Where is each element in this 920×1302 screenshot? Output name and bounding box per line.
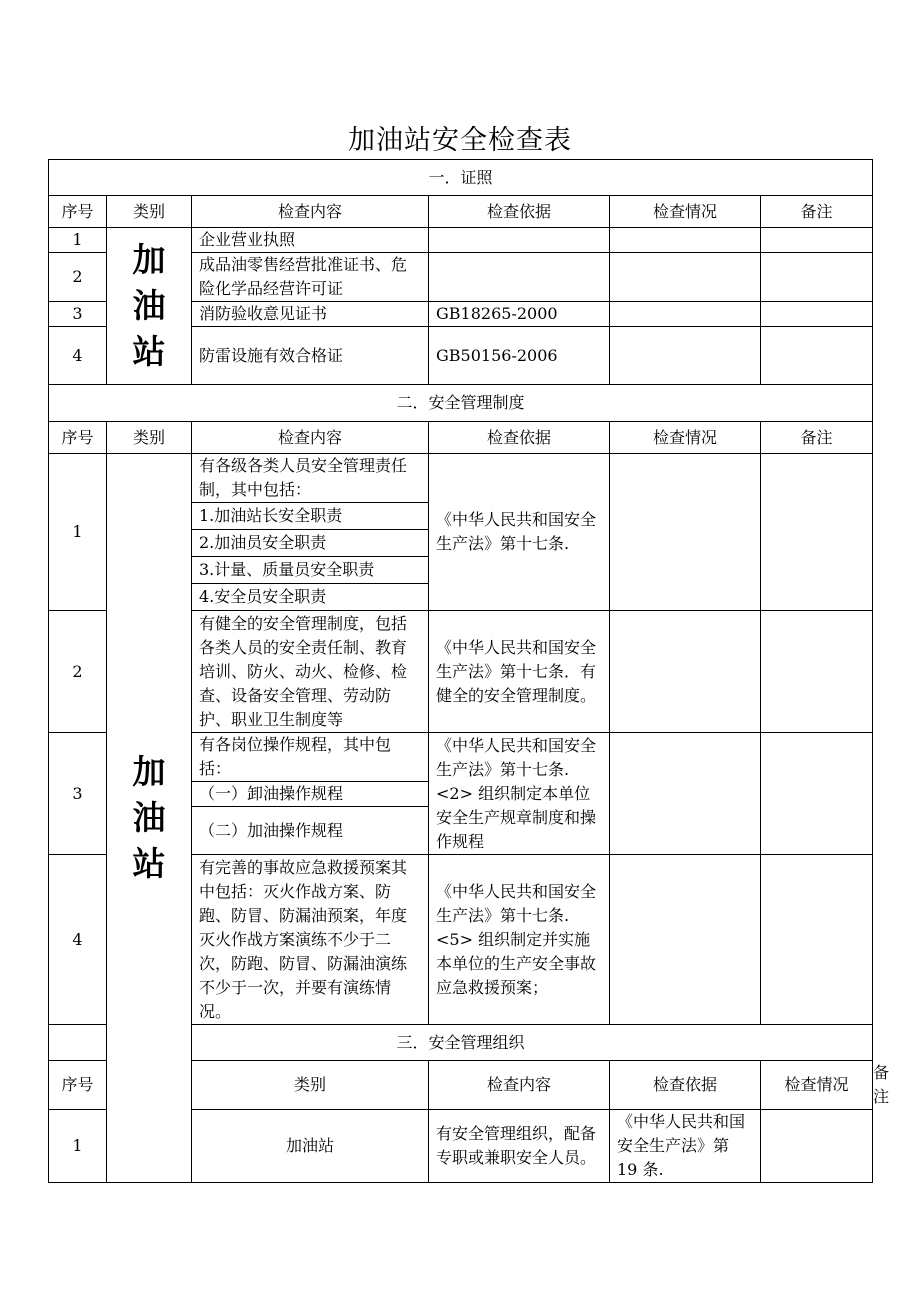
category-char: 加 (132, 752, 166, 791)
check-status (610, 253, 761, 302)
check-basis: 《中华人民共和国安全生产法》第十七条.<5> 组织制定并实施本单位的生产安全事故应急救援预案； (429, 855, 610, 1025)
inspection-table (48, 159, 890, 1183)
check-content: 2.加油员安全职责 (192, 530, 429, 557)
row-number: 1 (49, 228, 107, 253)
column-header-row: 序号 类别 检查内容 检查依据 检查情况 备注 (49, 1061, 873, 1110)
remarks (761, 327, 873, 385)
check-content: 成品油零售经营批准证书、危险化学品经营许可证 (192, 253, 429, 302)
category-cell: 加油站 (192, 1110, 429, 1183)
check-basis (429, 253, 610, 302)
column-header: 检查情况 (610, 196, 761, 228)
column-header-row (49, 422, 873, 454)
remarks (761, 228, 873, 253)
column-header-row (49, 196, 873, 228)
check-basis (429, 228, 610, 253)
page-title: 加油站安全检查表 (348, 125, 572, 156)
column-header: 序号 (49, 1061, 107, 1110)
row-number: 3 (49, 733, 107, 855)
section-header-row (49, 160, 873, 196)
remarks (761, 253, 873, 302)
check-content: 企业营业执照 (192, 228, 429, 253)
column-header: 序号 (49, 196, 107, 228)
check-status (610, 228, 761, 253)
check-content: 防雷设施有效合格证 (192, 327, 429, 385)
column-header: 检查内容 (192, 422, 429, 454)
column-header: 检查依据 (429, 422, 610, 454)
section-title: 二．安全管理制度 (49, 385, 873, 422)
section-header-row (49, 1025, 873, 1061)
table-row (49, 228, 873, 253)
check-status (610, 302, 761, 327)
remarks (761, 454, 873, 611)
column-header: 检查内容 (429, 1061, 610, 1110)
check-status (610, 855, 761, 1025)
row-number: 1 (49, 454, 107, 611)
section-header-row (49, 385, 873, 422)
table-row (49, 454, 873, 503)
column-header: 检查依据 (610, 1061, 761, 1110)
check-basis: GB18265-2000 (429, 302, 610, 327)
section-title: 三．安全管理组织 (49, 1025, 873, 1061)
check-content: 4.安全员安全职责 (192, 584, 429, 611)
column-header: 检查情况 (610, 422, 761, 454)
remarks (761, 855, 873, 1025)
check-basis: GB50156-2006 (429, 327, 610, 385)
check-content: 有安全管理组织，配备专职或兼职安全人员。 (429, 1110, 610, 1183)
column-header: 备注 (761, 422, 873, 454)
check-content: 有各岗位操作规程，其中包括： (192, 733, 429, 782)
check-content: 3.计量、质量员安全职责 (192, 557, 429, 584)
check-content: 消防验收意见证书 (192, 302, 429, 327)
check-content: 有完善的事故应急救援预案其中包括：灭火作战方案、防跑、防冒、防漏油预案，年度灭火作战方案演练不少于二次，防跑、防冒、防漏油演练不少于一次，并要有演练情况。 (192, 855, 429, 1025)
check-status (761, 1110, 873, 1183)
category-char: 加 (132, 240, 166, 279)
column-header: 类别 (192, 1061, 429, 1110)
category-char: 油 (132, 798, 166, 837)
category-cell (107, 228, 192, 385)
check-basis: 《中华人民共和国安全生产法》第十七条.<2> 组织制定本单位安全生产规章制度和操作规程 (429, 733, 610, 855)
column-header: 类别 (107, 422, 192, 454)
check-content: 1.加油站长安全职责 (192, 503, 429, 530)
column-header: 检查内容 (192, 196, 429, 228)
check-status (610, 327, 761, 385)
column-header: 序号 (49, 422, 107, 454)
check-content: （一）卸油操作规程 (192, 782, 429, 807)
remarks (761, 733, 873, 855)
row-number: 4 (49, 327, 107, 385)
check-basis: 《中华人民共和国安全生产法》第 19 条. (610, 1110, 761, 1183)
check-content: （二）加油操作规程 (192, 807, 429, 855)
column-header: 类别 (107, 196, 192, 228)
row-number: 3 (49, 302, 107, 327)
check-basis: 《中华人民共和国安全生产法》第十七条. (429, 454, 610, 611)
row-number: 2 (49, 611, 107, 733)
category-cell (107, 454, 192, 1183)
check-content: 有各级各类人员安全管理责任制，其中包括： (192, 454, 429, 503)
category-char: 油 (132, 286, 166, 325)
column-header: 检查情况 (761, 1061, 873, 1110)
check-content: 有健全的安全管理制度，包括各类人员的安全责任制、教育培训、防火、动火、检修、检查、设备安全管理、劳动防护、职业卫生制度等 (192, 611, 429, 733)
section-title: 一．证照 (49, 160, 873, 196)
column-header: 检查依据 (429, 196, 610, 228)
remarks (761, 611, 873, 733)
row-number: 1 (49, 1110, 107, 1183)
check-status (610, 454, 761, 611)
category-char: 站 (132, 844, 166, 883)
check-basis: 《中华人民共和国安全生产法》第十七条．有健全的安全管理制度。 (429, 611, 610, 733)
check-status (610, 733, 761, 855)
row-number: 2 (49, 253, 107, 302)
check-status (610, 611, 761, 733)
category-char: 站 (132, 332, 166, 371)
row-number: 4 (49, 855, 107, 1025)
column-header: 备注 (761, 196, 873, 228)
remarks (761, 302, 873, 327)
